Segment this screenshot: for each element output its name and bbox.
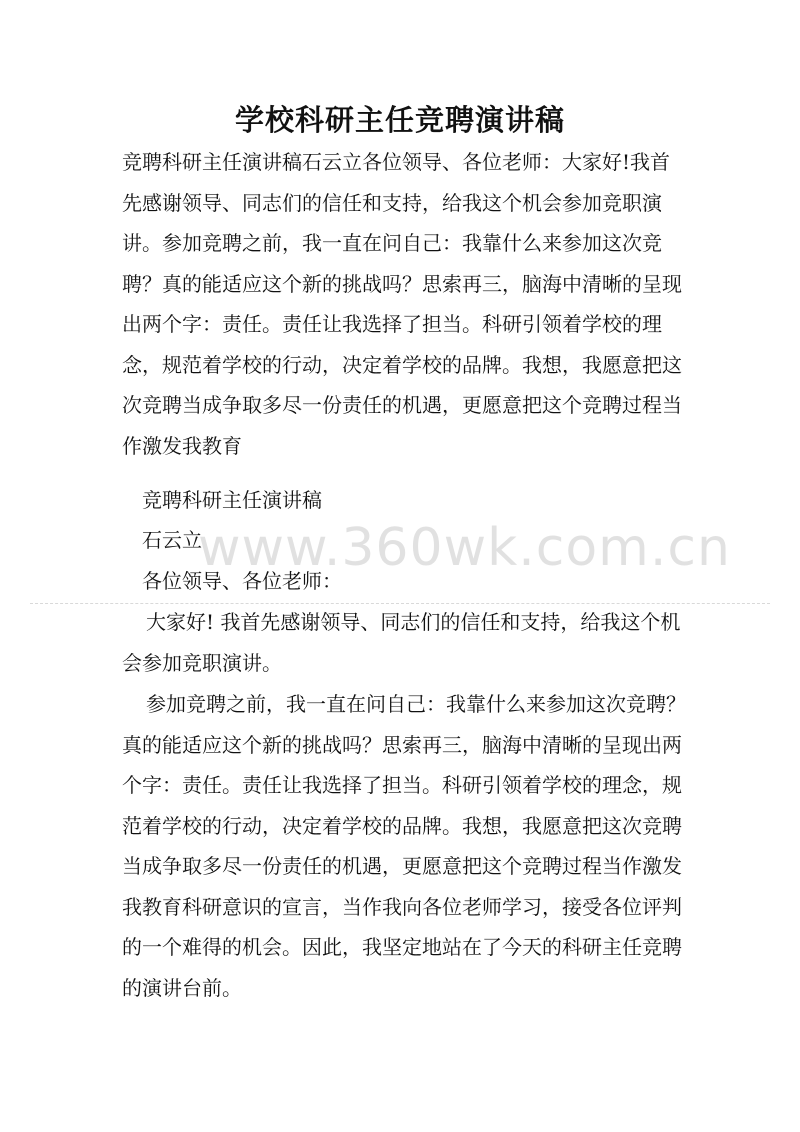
greeting: 各位领导、各位老师： bbox=[142, 569, 342, 593]
watermark-text: www.360wk.com.cn bbox=[198, 518, 731, 578]
hello-paragraph: 大家好! 我首先感谢领导、同志们的信任和支持，给我这个机会参加竞职演讲。 bbox=[122, 610, 681, 675]
author-name: 石云立 bbox=[142, 528, 202, 552]
speech-heading: 竞聘科研主任演讲稿 bbox=[142, 488, 322, 512]
intro-paragraph: 竞聘科研主任演讲稿石云立各位领导、各位老师：大家好!我首先感谢领导、同志们的信任和支持，给我这个机会参加竞职演讲。参加竞聘之前，我一直在问自己：我靠什么来参加这次竞聘？真的能适应这个新的挑战吗？思索再三，脑海中清晰的呈现出两个字：责任。责任让我选择了担当。科研引领着学校的理念，规范着学校的行动，决定着学校的品牌。我想，我愿意把这次竞聘当成争取多尽一份责任的机遇，更愿意把这个竞聘过程当作激发我教育 bbox=[122, 150, 682, 458]
main-paragraph: 参加竞聘之前，我一直在问自己：我靠什么来参加这次竞聘？真的能适应这个新的挑战吗？思索再三，脑海中清晰的呈现出两个字：责任。责任让我选择了担当。科研引领着学校的理念，规范着学校的行动，决定着学校的品牌。我想，我愿意把这次竞聘当成争取多尽一份责任的机遇，更愿意把这个竞聘过程当作激发我教育科研意识的宣言，当作我向各位老师学习，接受各位评判的一个难得的机会。因此，我坚定地站在了今天的科研主任竞聘的演讲台前。 bbox=[122, 692, 686, 1000]
document-title: 学校科研主任竞聘演讲稿 bbox=[234, 103, 565, 137]
